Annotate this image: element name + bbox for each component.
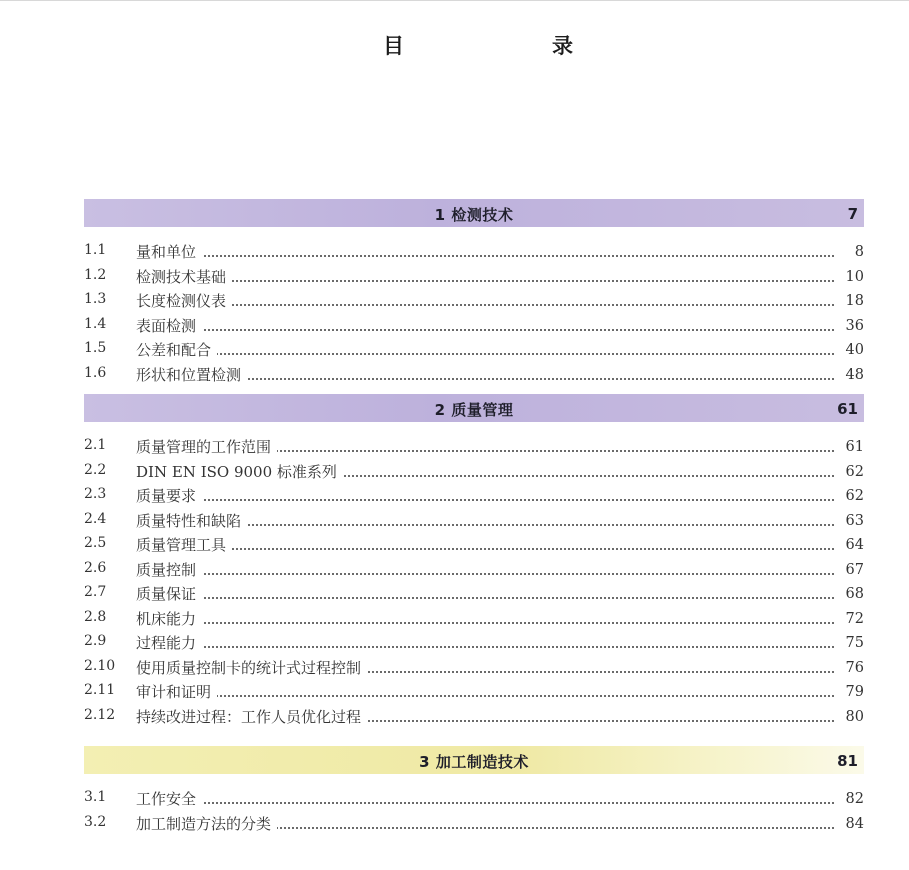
page-title-char-2: 录 bbox=[552, 34, 573, 58]
section-page-number: 18 bbox=[842, 293, 864, 309]
dot-leader bbox=[136, 695, 834, 697]
section-title: 机床能力 bbox=[136, 608, 202, 629]
section-page-number: 40 bbox=[842, 342, 864, 358]
dot-leader bbox=[136, 353, 834, 355]
chapter-page-number: 7 bbox=[847, 205, 858, 223]
toc-entry-2-12[interactable] bbox=[84, 704, 864, 729]
section-title: 审计和证明 bbox=[136, 681, 217, 702]
dot-leader bbox=[136, 548, 834, 550]
chapter-title: 2 质量管理 bbox=[434, 401, 514, 419]
section-page-number: 61 bbox=[842, 439, 864, 455]
section-page-number: 79 bbox=[842, 684, 864, 700]
toc-entry-3-2[interactable] bbox=[84, 811, 864, 836]
chapter-2-header[interactable] bbox=[84, 394, 864, 422]
dot-leader bbox=[136, 329, 834, 331]
section-title: 形状和位置检测 bbox=[136, 364, 247, 385]
section-title: 表面检测 bbox=[136, 315, 202, 336]
section-number: 3.2 bbox=[84, 813, 107, 830]
chapter-1-header[interactable] bbox=[84, 199, 864, 227]
section-number: 1.6 bbox=[84, 364, 107, 381]
toc-entry-1-4[interactable] bbox=[84, 313, 864, 338]
chapter-title: 1 检测技术 bbox=[434, 206, 514, 224]
section-number: 2.2 bbox=[84, 461, 107, 478]
section-number: 2.4 bbox=[84, 510, 107, 527]
section-page-number: 36 bbox=[842, 318, 864, 334]
section-title: 工作安全 bbox=[136, 788, 202, 809]
section-page-number: 84 bbox=[842, 816, 864, 832]
section-number: 2.7 bbox=[84, 584, 107, 600]
toc-entry-2-9[interactable] bbox=[84, 630, 864, 655]
section-page-number: 82 bbox=[842, 791, 864, 807]
section-number: 1.1 bbox=[84, 242, 107, 258]
toc-entry-1-2[interactable] bbox=[84, 264, 864, 289]
toc-entry-2-1[interactable] bbox=[84, 434, 864, 459]
section-page-number: 80 bbox=[842, 709, 864, 725]
section-title: 量和单位 bbox=[136, 241, 202, 262]
page-title-char-1: 目 bbox=[383, 34, 404, 58]
section-page-number: 62 bbox=[842, 488, 864, 504]
toc-entry-2-7[interactable] bbox=[84, 581, 864, 606]
toc-entry-2-10[interactable] bbox=[84, 655, 864, 680]
toc-entry-1-5[interactable] bbox=[84, 337, 864, 362]
section-title: 过程能力 bbox=[136, 632, 202, 653]
section-number: 2.5 bbox=[84, 535, 107, 551]
dot-leader bbox=[136, 499, 834, 501]
toc-entry-2-11[interactable] bbox=[84, 679, 864, 704]
chapter-page-number: 61 bbox=[837, 400, 858, 418]
dot-leader bbox=[136, 597, 834, 599]
chapter-title: 3 加工制造技术 bbox=[419, 753, 529, 771]
section-number: 2.6 bbox=[84, 559, 107, 576]
section-title: 质量要求 bbox=[136, 485, 202, 506]
chapter-3-entries bbox=[84, 786, 864, 835]
section-number: 1.5 bbox=[84, 340, 107, 356]
toc-entry-1-3[interactable] bbox=[84, 288, 864, 313]
section-page-number: 10 bbox=[842, 269, 864, 285]
section-page-number: 72 bbox=[842, 611, 864, 627]
section-page-number: 63 bbox=[842, 513, 864, 529]
section-number: 2.12 bbox=[84, 706, 116, 723]
section-title: 质量特性和缺陷 bbox=[136, 510, 247, 531]
section-title: 长度检测仪表 bbox=[136, 290, 232, 311]
section-number: 2.11 bbox=[84, 682, 116, 698]
section-title: DIN EN ISO 9000 标准系列 bbox=[136, 461, 343, 482]
table-of-contents bbox=[84, 199, 864, 843]
toc-entry-1-1[interactable] bbox=[84, 239, 864, 264]
chapter-page-number: 81 bbox=[837, 752, 858, 770]
section-title: 加工制造方法的分类 bbox=[136, 813, 277, 834]
toc-entry-2-6[interactable] bbox=[84, 557, 864, 582]
section-number: 2.8 bbox=[84, 608, 107, 625]
section-number: 2.10 bbox=[84, 657, 116, 674]
dot-leader bbox=[136, 255, 834, 257]
chapter-1-entries bbox=[84, 239, 864, 386]
section-title: 持续改进过程：工作人员优化过程 bbox=[136, 706, 367, 727]
section-title: 检测技术基础 bbox=[136, 266, 232, 287]
chapter-2-entries bbox=[84, 434, 864, 728]
dot-leader bbox=[136, 573, 834, 575]
section-page-number: 68 bbox=[842, 586, 864, 602]
section-title: 公差和配合 bbox=[136, 339, 217, 360]
section-title: 质量管理的工作范围 bbox=[136, 436, 277, 457]
section-page-number: 76 bbox=[842, 660, 864, 676]
page-title bbox=[383, 30, 573, 56]
section-title: 质量保证 bbox=[136, 583, 202, 604]
section-number: 2.1 bbox=[84, 437, 107, 453]
section-page-number: 64 bbox=[842, 537, 864, 553]
toc-entry-2-2[interactable] bbox=[84, 459, 864, 484]
dot-leader bbox=[136, 280, 834, 282]
section-number: 3.1 bbox=[84, 789, 107, 805]
section-page-number: 62 bbox=[842, 464, 864, 480]
toc-entry-2-5[interactable] bbox=[84, 532, 864, 557]
toc-entry-2-8[interactable] bbox=[84, 606, 864, 631]
section-number: 2.9 bbox=[84, 633, 107, 649]
chapter-3-header[interactable] bbox=[84, 746, 864, 774]
page-top-border bbox=[0, 0, 909, 1]
section-title: 质量控制 bbox=[136, 559, 202, 580]
section-page-number: 48 bbox=[842, 367, 864, 383]
section-title: 使用质量控制卡的统计式过程控制 bbox=[136, 657, 367, 678]
toc-entry-1-6[interactable] bbox=[84, 362, 864, 387]
dot-leader bbox=[136, 304, 834, 306]
section-title: 质量管理工具 bbox=[136, 534, 232, 555]
toc-entry-3-1[interactable] bbox=[84, 786, 864, 811]
dot-leader bbox=[136, 646, 834, 648]
section-page-number: 8 bbox=[851, 244, 864, 260]
dot-leader bbox=[136, 802, 834, 804]
section-page-number: 75 bbox=[842, 635, 864, 651]
section-number: 1.4 bbox=[84, 315, 107, 332]
toc-entry-2-3[interactable] bbox=[84, 483, 864, 508]
toc-entry-2-4[interactable] bbox=[84, 508, 864, 533]
section-number: 2.3 bbox=[84, 486, 107, 502]
dot-leader bbox=[136, 622, 834, 624]
section-number: 1.2 bbox=[84, 266, 107, 283]
section-number: 1.3 bbox=[84, 291, 107, 307]
section-page-number: 67 bbox=[842, 562, 864, 578]
